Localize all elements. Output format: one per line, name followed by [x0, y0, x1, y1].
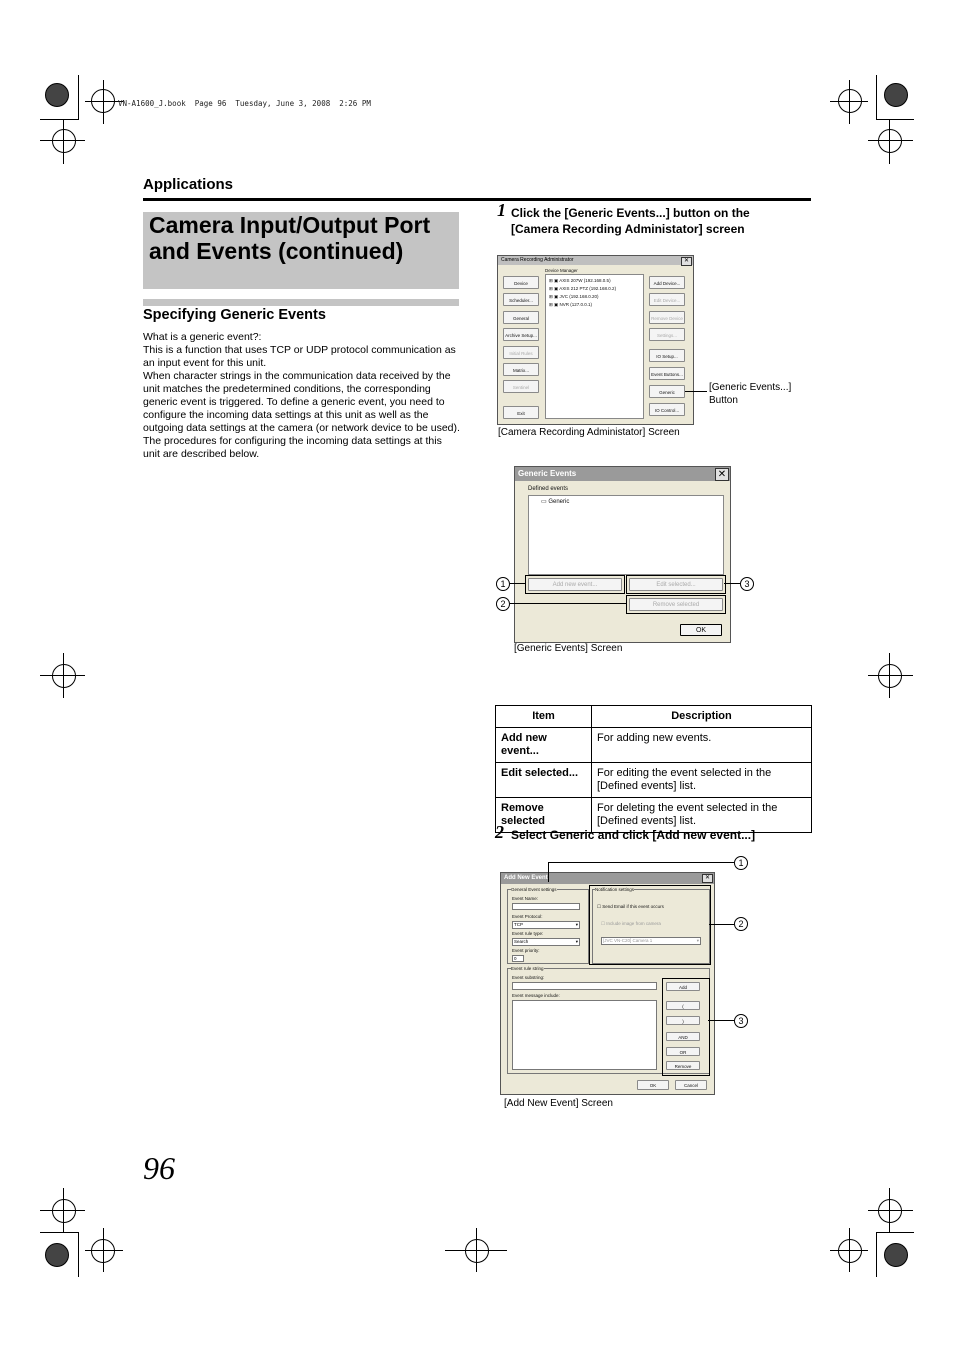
close-icon[interactable]: ✕: [715, 468, 729, 481]
tree-item[interactable]: ⊞ ▣ NVR (127.0.0.1): [549, 302, 593, 307]
remove-button[interactable]: Remove: [666, 1061, 700, 1070]
notification-group-label: Notification settings: [595, 887, 635, 892]
exit-button[interactable]: Exit: [503, 406, 539, 419]
general-group-label: General Event settings: [511, 887, 557, 892]
step-2-number: 2: [495, 822, 504, 842]
body-text: [143, 331, 461, 461]
crosshair-mark: [838, 89, 862, 113]
archive-setup-button[interactable]: Archive Setup...: [503, 328, 539, 341]
edit-device-button[interactable]: Edit Device...: [649, 293, 685, 306]
crosshair-mark: [52, 1199, 76, 1223]
send-email-checkbox[interactable]: ☐ Send Email if this event occurs: [597, 904, 664, 909]
matrix-button[interactable]: Matrix...: [503, 363, 539, 376]
table-cell-item: Remove selected: [496, 798, 592, 833]
column-header-description: Description: [592, 706, 812, 728]
callout-3: 3: [740, 577, 754, 591]
general-settings-group: [507, 889, 589, 964]
step-1-text: Click the [Generic Events...] button on the [Camera Recording Administator] screen: [511, 206, 750, 236]
ane-title: Add New Event: [504, 875, 548, 881]
crosshair-mark: [878, 1199, 902, 1223]
registration-disc: [884, 1243, 908, 1267]
title-box: [143, 212, 459, 289]
table-header-row: [496, 706, 812, 728]
priority-input[interactable]: 0: [512, 955, 524, 962]
ge-title: Generic Events: [518, 469, 577, 478]
crosshair-mark: [465, 1239, 489, 1263]
header-rule: [143, 198, 811, 201]
ge-title-bar: [515, 467, 730, 481]
include-image-checkbox[interactable]: ☐ Include image from camera: [601, 921, 661, 926]
ane-caption: [Add New Event] Screen: [504, 1098, 613, 1109]
crosshair-mark: [91, 1239, 115, 1263]
remove-selected-button[interactable]: Remove selected: [629, 598, 723, 611]
cra-window: [497, 255, 694, 425]
io-control-button[interactable]: IO Control...: [649, 403, 685, 416]
message-textarea[interactable]: [512, 1000, 657, 1070]
highlight-frame: [589, 885, 711, 965]
add-button[interactable]: Add: [666, 982, 700, 991]
crosshair-mark: [52, 664, 76, 688]
cancel-button[interactable]: Cancel: [675, 1080, 707, 1090]
table-cell-description: For deleting the event selected in the [Defined events] list.: [592, 798, 812, 833]
callout-2: 2: [734, 917, 748, 931]
cra-title-bar: [498, 256, 693, 265]
camera-select[interactable]: [JVC VN-C20] Camera 1 ▾: [603, 938, 699, 943]
callout-2: 2: [496, 597, 510, 611]
generic-events-button[interactable]: Generic: [649, 385, 685, 398]
close-icon[interactable]: ✕: [702, 874, 713, 883]
registration-disc: [884, 83, 908, 107]
device-manager-button[interactable]: Device: [503, 276, 539, 289]
protocol-label: Event Protocol:: [512, 914, 543, 919]
open-paren-button[interactable]: (: [666, 1001, 700, 1010]
crosshair-mark: [878, 129, 902, 153]
protocol-select[interactable]: TCP ▾: [514, 922, 578, 927]
crosshair-mark: [878, 664, 902, 688]
add-new-event-button[interactable]: Add new event...: [528, 578, 622, 591]
ok-button[interactable]: OK: [680, 624, 722, 636]
registration-disc: [45, 1243, 69, 1267]
initial-rules-button[interactable]: Initial Rules: [503, 346, 539, 359]
generic-events-callout: [Generic Events...] Button: [709, 382, 792, 406]
or-button[interactable]: OR: [666, 1047, 700, 1056]
table-cell-item: Add new event...: [496, 728, 592, 763]
event-buttons-button[interactable]: Event Buttons...: [649, 367, 685, 380]
highlight-frame: [626, 595, 726, 614]
scheduler-button[interactable]: Scheduler...: [503, 293, 539, 306]
ok-button[interactable]: OK: [637, 1080, 669, 1090]
highlight-frame: [662, 978, 710, 1076]
event-name-input[interactable]: [512, 903, 580, 910]
table-cell-item: Edit selected...: [496, 763, 592, 798]
body-paragraph: This is a function that uses TCP or UDP protocol communication as an input event for this unit.: [143, 344, 456, 369]
cra-title: Camera Recording Administrator: [501, 257, 574, 263]
highlight-frame: [525, 575, 625, 594]
event-name-label: Event Name:: [512, 896, 539, 901]
tree-item-generic[interactable]: ▭ Generic: [541, 499, 570, 505]
section-label: Applications: [143, 176, 234, 193]
step-2-text: Select Generic and click [Add new event...]: [511, 828, 756, 842]
rule-group-label: Event rule string: [511, 966, 544, 971]
table-row: [496, 728, 812, 763]
body-paragraph: The procedures for configuring the incoming data settings at this unit are described below.: [143, 435, 442, 460]
items-table: [495, 705, 812, 833]
close-icon[interactable]: ✕: [681, 257, 692, 266]
subheading-bar: [143, 299, 459, 306]
crosshair-mark: [52, 129, 76, 153]
and-button[interactable]: AND: [666, 1032, 700, 1041]
chevron-down-icon: ▾: [575, 939, 578, 944]
highlight-frame: [626, 575, 726, 594]
body-paragraph: What is a generic event?:: [143, 331, 262, 343]
callout-leader: [685, 391, 707, 392]
substring-label: Event substring:: [512, 975, 545, 980]
tree-item[interactable]: ⊞ ▣ AXIS 207W (192.168.0.5): [549, 278, 611, 283]
callout-1: 1: [734, 856, 748, 870]
table-cell-description: For editing the event selected in the [Defined events] list.: [592, 763, 812, 798]
settings-button[interactable]: Settings...: [649, 328, 685, 341]
page-number: 96: [143, 1150, 175, 1186]
priority-label: Event priority:: [512, 948, 540, 953]
sentinel-button[interactable]: Sentinel: [503, 380, 539, 393]
table-row: [496, 763, 812, 798]
cra-caption: [Camera Recording Administator] Screen: [498, 427, 680, 438]
registration-disc: [45, 83, 69, 107]
tree-item[interactable]: ⊞ ▣ AXIS 212 PTZ (192.168.0.2): [549, 286, 617, 291]
add-device-button[interactable]: Add Device...: [649, 276, 685, 289]
defined-events-label: Defined events: [528, 486, 569, 492]
callout-3: 3: [734, 1014, 748, 1028]
edit-selected-button[interactable]: Edit selected...: [629, 578, 723, 591]
subheading: Specifying Generic Events: [143, 307, 326, 323]
rule-type-label: Event rule type:: [512, 931, 544, 936]
crosshair-mark: [91, 89, 115, 113]
crosshair-mark: [838, 1239, 862, 1263]
column-header-item: Item: [496, 706, 592, 728]
body-paragraph: When character strings in the communication data received by the unit matches the predetermined conditions, the corresponding generic event is triggered. To define a generic event, you need to configure the incoming data settings at this unit as well as the outgoing data settings at the camera (or network device to be used).: [143, 370, 460, 434]
rule-type-select[interactable]: Search ▾: [514, 939, 578, 944]
device-tree: [545, 274, 644, 419]
chevron-down-icon: ▾: [575, 922, 578, 927]
chevron-down-icon: ▾: [696, 938, 699, 943]
callout-1: 1: [496, 577, 510, 591]
defined-events-list: [528, 495, 724, 575]
close-paren-button[interactable]: ): [666, 1016, 700, 1025]
general-settings-button[interactable]: General: [503, 311, 539, 324]
device-manager-label: Device Manager: [545, 268, 578, 273]
ge-caption: [Generic Events] Screen: [514, 643, 623, 654]
page-title: Camera Input/Output Port and Events (continued): [149, 212, 431, 264]
tree-item[interactable]: ⊞ ▣ JVC (192.168.0.20): [549, 294, 599, 299]
highlight-frame: [548, 872, 549, 882]
table-cell-description: For adding new events.: [592, 728, 812, 763]
substring-input[interactable]: [512, 982, 657, 990]
step-1-number: 1: [497, 200, 506, 220]
message-label: Event message include:: [512, 993, 560, 998]
print-job-line: VN-A1600_J.book Page 96 Tuesday, June 3, 2008 2:26 PM: [118, 99, 371, 108]
remove-device-button[interactable]: Remove Device: [649, 311, 685, 324]
generic-events-window: [514, 466, 731, 643]
io-setup-button[interactable]: IO Setup...: [649, 349, 685, 362]
ane-title-bar: [501, 873, 714, 884]
